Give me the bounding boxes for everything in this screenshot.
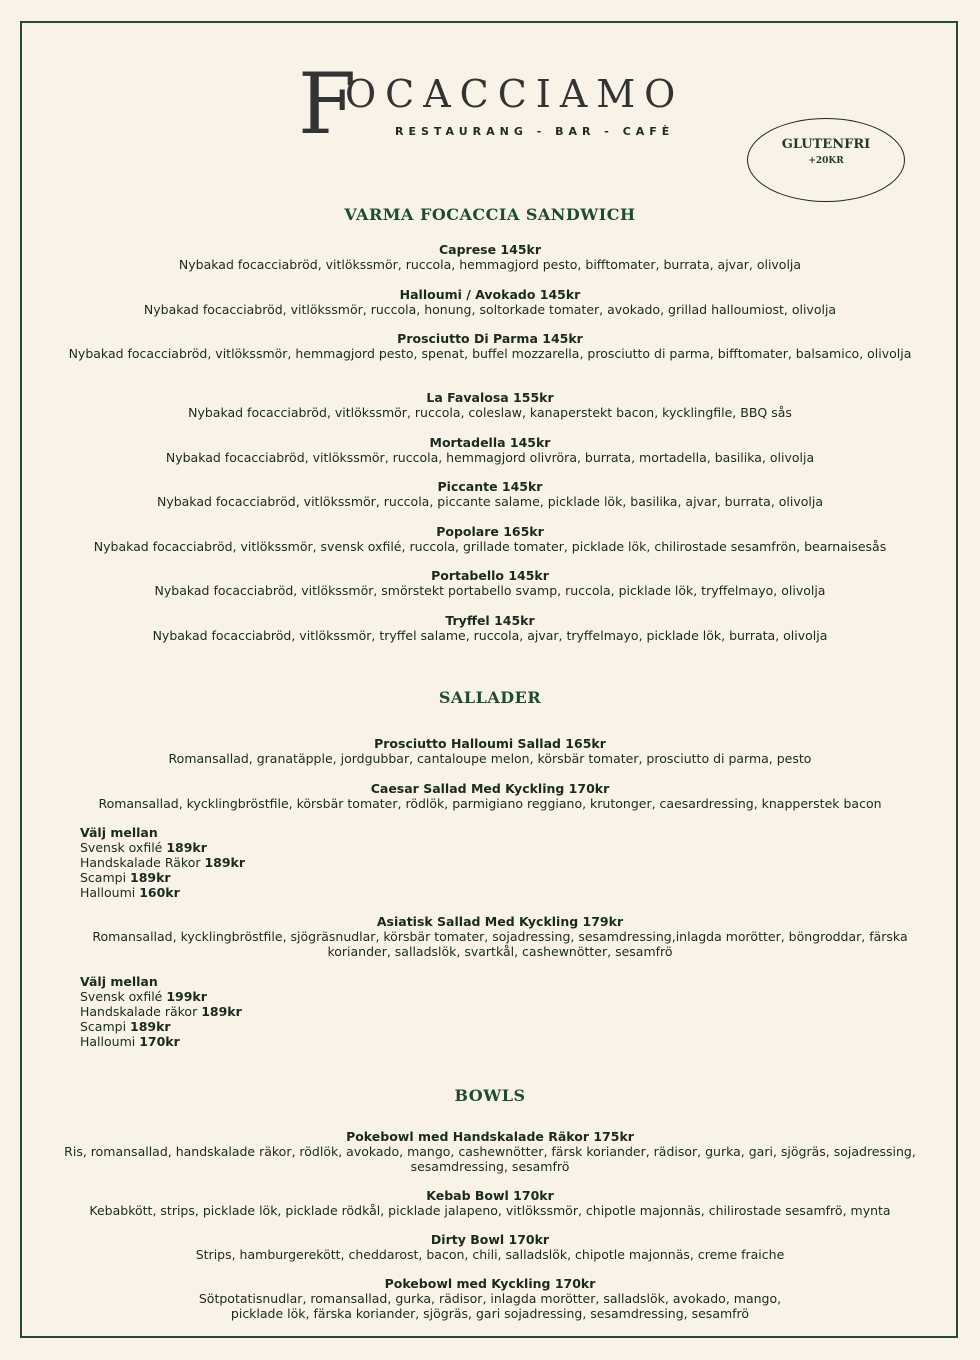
- menu-item: [40, 1129, 940, 1174]
- item-name: Asiatisk Sallad Med Kyckling 179kr: [376, 914, 624, 929]
- choice-heading: Välj mellan: [80, 825, 158, 840]
- choice-label: Halloumi: [80, 885, 140, 900]
- item-desc: Nybakad focacciabröd, vitlökssmör, svensk oxfilé, ruccola, grillade tomater, picklade lök, chilirostade sesamfrön, bearnaisesås: [93, 539, 887, 554]
- item-desc: Romansallad, kycklingbröstfile, körsbär tomater, rödlök, parmigiano reggiano, krutonger, caesardressing, knapperstek bacon: [98, 796, 882, 811]
- choice-option: [80, 1004, 242, 1019]
- item-desc: Romansallad, granatäpple, jordgubbar, cantaloupe melon, körsbär tomater, prosciutto di parma, pesto: [168, 751, 812, 766]
- menu-item: [40, 1232, 940, 1262]
- choice-price: 189kr: [130, 870, 171, 885]
- choice-list: [80, 825, 245, 900]
- menu-item: [40, 242, 940, 272]
- logo-initial: F: [298, 55, 357, 153]
- choice-label: Svensk oxfilé: [80, 989, 167, 1004]
- item-desc: Nybakad focacciabröd, vitlökssmör, hemmagjord pesto, spenat, buffel mozzarella, prosciutto di parma, bifftomater, balsamico, olivolja: [68, 346, 912, 361]
- choice-price: 189kr: [204, 855, 246, 870]
- item-name: Dirty Bowl 170kr: [430, 1232, 550, 1247]
- menu-item: [40, 613, 940, 643]
- choice-price: 170kr: [139, 1034, 180, 1049]
- menu-item: [60, 914, 940, 959]
- choice-label: Scampi: [80, 1019, 131, 1034]
- item-desc: Nybakad focacciabröd, vitlökssmör, tryffel salame, ruccola, ajvar, tryffelmayo, picklade lök, burrata, olivolja: [152, 628, 828, 643]
- choice-price: 160kr: [139, 885, 180, 900]
- item-desc: Nybakad focacciabröd, vitlökssmör, ruccola, hemmagjord pesto, bifftomater, burrata, ajvar, olivolja: [178, 257, 802, 272]
- item-name: Piccante 145kr: [437, 479, 543, 494]
- menu-item: [40, 287, 940, 317]
- menu-item: [40, 1188, 940, 1218]
- item-name: Mortadella 145kr: [429, 435, 551, 450]
- item-name: Kebab Bowl 170kr: [426, 1188, 554, 1203]
- menu-item: [40, 781, 940, 811]
- choice-option: [80, 885, 245, 900]
- menu-item: [40, 524, 940, 554]
- choice-price: 199kr: [166, 989, 207, 1004]
- item-name: Prosciutto Di Parma 145kr: [397, 331, 583, 346]
- item-desc: Nybakad focacciabröd, vitlökssmör, ruccola, hemmagjord olivröra, burrata, mortadella, basilika, olivolja: [165, 450, 815, 465]
- item-desc: Kebabkött, strips, picklade lök, picklade rödkål, picklade jalapeno, vitlökssmör, chipotle majonnäs, chilirostade sesamfrö, mynta: [89, 1203, 891, 1218]
- item-desc: Nybakad focacciabröd, vitlökssmör, ruccola, coleslaw, kanaperstekt bacon, kycklingfile, BBQ sås: [188, 405, 792, 420]
- item-desc: Nybakad focacciabröd, vitlökssmör, smörstekt portabello svamp, ruccola, picklade lök, tryffelmayo, olivolja: [154, 583, 826, 598]
- item-name: La Favalosa 155kr: [426, 390, 554, 405]
- section-title-bowls: BOWLS: [454, 1086, 526, 1105]
- choice-price: 189kr: [130, 1019, 171, 1034]
- choice-label: Handskalade Räkor: [80, 855, 205, 870]
- choice-heading: Välj mellan: [80, 974, 158, 989]
- item-name: Prosciutto Halloumi Sallad 165kr: [374, 736, 606, 751]
- choice-price: 189kr: [166, 840, 207, 855]
- choice-label: Handskalade räkor: [80, 1004, 202, 1019]
- item-desc: Romansallad, kycklingbröstfile, sjögräsnudlar, körsbär tomater, sojadressing, sesamdressing,inlagda morötter, böngroddar, färska koriander, salladslök, svartkål, cashewnötter, sesamfrö: [92, 929, 908, 959]
- item-name: Caesar Sallad Med Kyckling 170kr: [370, 781, 610, 796]
- menu-item: [40, 736, 940, 766]
- item-desc: Nybakad focacciabröd, vitlökssmör, ruccola, piccante salame, picklade lök, basilika, ajvar, burrata, olivolja: [156, 494, 824, 509]
- menu-item: [40, 479, 940, 509]
- badge-price: +20KR: [808, 156, 844, 166]
- tagline: RESTAURANG - BAR - CAFÈ: [395, 125, 675, 138]
- choice-option: [80, 855, 245, 870]
- logo-wordmark: OCACCIAMO: [345, 72, 685, 116]
- item-name: Popolare 165kr: [436, 524, 544, 539]
- menu-item: [40, 568, 940, 598]
- badge-title: GLUTENFRI: [781, 137, 871, 152]
- item-desc: Strips, hamburgerekött, cheddarost, bacon, chili, salladslök, chipotle majonnäs, creme fraiche: [195, 1247, 785, 1262]
- menu-item: [60, 331, 920, 361]
- item-desc: Sötpotatisnudlar, romansallad, gurka, rädisor, inlagda morötter, salladslök, avokado, mango, picklade lök, färska koriander, sjögräs, gari sojadressing, sesamdressing, sesamfrö: [198, 1291, 782, 1321]
- section-title-sallader: SALLADER: [438, 688, 542, 707]
- choice-label: Svensk oxfilé: [80, 840, 167, 855]
- item-name: Portabello 145kr: [431, 568, 549, 583]
- menu-item: [40, 390, 940, 420]
- menu-item: [40, 435, 940, 465]
- choice-option: [80, 840, 245, 855]
- choice-price: 189kr: [201, 1004, 242, 1019]
- item-name: Pokebowl med Kyckling 170kr: [384, 1276, 596, 1291]
- item-name: Halloumi / Avokado 145kr: [399, 287, 581, 302]
- item-desc: Ris, romansallad, handskalade räkor, rödlök, avokado, mango, cashewnötter, färsk koriander, rädisor, gurka, gari, sjögräs, sojadressing, sesamdressing, sesamfrö: [64, 1144, 916, 1174]
- item-name: Caprese 145kr: [438, 242, 542, 257]
- section-title-sandwich: VARMA FOCACCIA SANDWICH: [344, 205, 636, 224]
- choice-label: Scampi: [80, 870, 131, 885]
- choice-option: [80, 1034, 242, 1049]
- glutenfree-badge: [747, 118, 905, 202]
- choice-option: [80, 1019, 242, 1034]
- item-name: Pokebowl med Handskalade Räkor 175kr: [346, 1129, 634, 1144]
- choice-option: [80, 989, 242, 1004]
- choice-label: Halloumi: [80, 1034, 140, 1049]
- item-name: Tryffel 145kr: [445, 613, 535, 628]
- choice-option: [80, 870, 245, 885]
- menu-item: [180, 1276, 800, 1321]
- choice-list: [80, 974, 242, 1049]
- item-desc: Nybakad focacciabröd, vitlökssmör, ruccola, honung, soltorkade tomater, avokado, grillad halloumiost, olivolja: [143, 302, 837, 317]
